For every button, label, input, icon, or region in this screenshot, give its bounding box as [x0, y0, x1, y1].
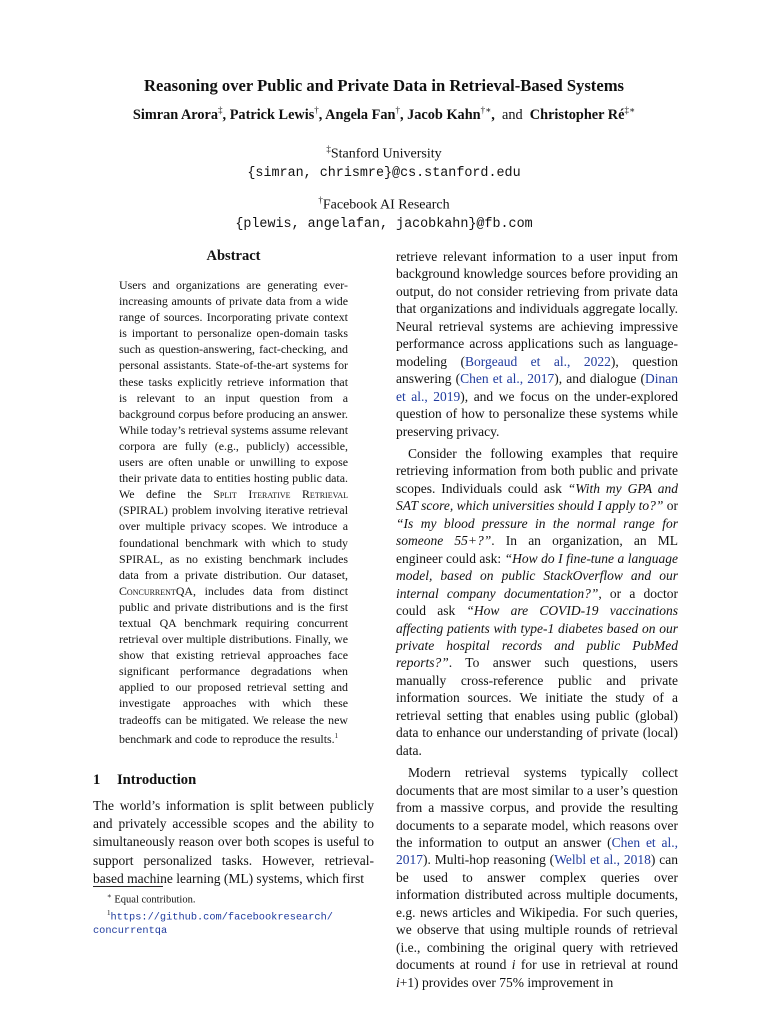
- footnote-text: Equal contribution.: [114, 894, 196, 906]
- section-heading: [93, 772, 196, 789]
- intro-paragraph: The world’s information is split between publicly and privately accessible scopes and the ability to simultaneously reason over both scopes is useful to support personalized tasks. However, retrieval-based machine learning (ML) systems, which first: [93, 798, 374, 886]
- affiliation-name: Stanford University: [330, 146, 442, 162]
- author-marks: †: [314, 105, 319, 115]
- right-column: [396, 248, 678, 991]
- author-list: Simran Arora‡, Patrick Lewis†, Angela Fan†, Jacob Kahn†∗, and Christopher Ré‡∗: [132, 105, 636, 123]
- footnote-url[interactable]: https://github.com/facebookresearch/: [110, 911, 333, 923]
- abstract-body: Users and organizations are generating ever-increasing amounts of private data from a wide range of sources. Incorporating private context is important to personalize open-domain tasks such as question-answering, fact-checking, and personal assistants. State-of-the-art systems for these tasks explicitly retrieve information that is relevant to an input question from a background corpus before producing an answer. While today’s retrieval systems assume relevant corpora are fully (e.g., publicly) accessible, users are often unable or unwilling to expose their private data to entities hosting public data. We define the Split Iterative Retrieval (SPIRAL) problem involving iterative retrieval over multiple privacy scopes. We introduce a foundational benchmark with which to study SPIRAL, as no existing benchmark includes data from a private distribution. Our dataset, ConcurrentQA, includes data from distinct public and private distributions and is the first textual QA benchmark requiring concurrent retrieval over multiple distributions. Finally, we show that existing retrieval approaches face significant performance degradations when applied to our proposed retrieval setting and investigate approaches with which these tradeoffs can be mitigated. We release the new benchmark and code to reproduce the results.$^1$: [119, 278, 349, 746]
- affiliation-email: {simran, chrismre}@cs.stanford.edu: [247, 165, 521, 181]
- body-paragraph: retrieve relevant information to a user input from background knowledge sources before providing an output, do not consider retrieving from private data that organizations and individuals aggregate locally. Neural retrieval systems are achieving impressive performance across applications such as language-modeling (Borgeaud et al., 2022), question answering (Chen et al., 2017), and dialogue (Dinan et al., 2019), and we focus on the under-explored question of how to personalize these systems while preserving privacy.: [396, 249, 679, 439]
- affiliation-mark: †: [318, 195, 323, 205]
- affiliation-email: {plewis, angelafan, jacobkahn}@fb.com: [235, 216, 533, 232]
- author-marks: ‡: [218, 105, 223, 115]
- author-name: Angela Fan: [325, 106, 396, 123]
- footnote-mark: 1: [107, 908, 111, 917]
- footnote-rule: [93, 886, 163, 887]
- footnotes: [93, 890, 374, 938]
- author-name: Patrick Lewis: [229, 106, 315, 123]
- footnote-mark: ∗: [107, 892, 112, 900]
- affiliation-mark: ‡: [326, 144, 331, 154]
- author-conjunction: and: [501, 106, 523, 123]
- body-paragraph: Consider the following examples that require retrieving information from both public and private scopes. Individuals could ask “With my GPA and SAT score, which universities should I apply to?” or “Is my blood pressure in the normal range for someone 55+?”. In an organization, an ML engineer could ask: “How do I fine-tune a language model, based on public StackOverflow and our internal company documentation?”, or a doctor could ask “How are COVID-19 vaccinations affecting patients with type-1 diabetes based on our private hospital records and public PubMed reports?”. To answer such questions, users manually cross-reference public and private information sources. We initiate the study of a retrieval setting that enables using public (global) data to enhance our understanding of private (local) data.: [396, 445, 678, 758]
- author-name: Christopher Ré: [529, 106, 625, 123]
- author-marks: †∗: [480, 105, 492, 115]
- author-name: Jacob Kahn: [407, 106, 481, 123]
- section-title: Introduction: [117, 772, 197, 788]
- affiliation-name: Facebook AI Research: [322, 197, 450, 213]
- affiliation: [0, 140, 768, 183]
- section-number: 1: [93, 772, 101, 788]
- author-marks: †: [395, 105, 400, 115]
- affiliation: [0, 191, 768, 234]
- abstract-heading: Abstract: [206, 248, 261, 264]
- body-paragraph: Modern retrieval systems typically collect documents that are most similar to a user’s question from a massive corpus, and provide the resulting documents to a separate model, which reasons over the information to output an answer (Chen et al., 2017). Multi-hop reasoning (Welbl et al., 2018) can be used to answer complex queries over information distributed across multiple documents, e.g. news articles and Wikipedia. For such queries, we observe that using multiple rounds of retrieval (i.e., combining the original query with retrieved documents at round i for use in retrieval at round i+1) provides over 75% improvement in: [396, 765, 678, 990]
- author-name: Simran Arora: [132, 106, 219, 123]
- paper-title: Reasoning over Public and Private Data in Retrieval-Based Systems: [144, 76, 624, 95]
- footnote-url-cont[interactable]: concurrentqa: [93, 925, 168, 937]
- author-marks: ‡∗: [624, 105, 636, 115]
